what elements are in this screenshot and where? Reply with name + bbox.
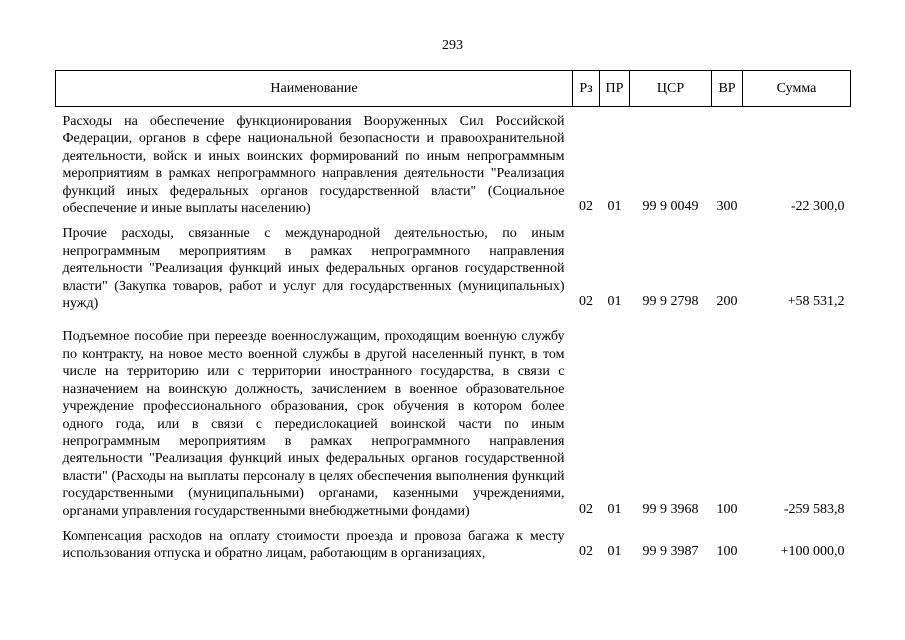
row-vr: 300 xyxy=(716,199,738,215)
row-name: Расходы на обеспечение функционирования Вооруженных Сил Российской Федерации, органов в сфере национальной безопасности и правоохранительной деятельности, войск и иных воинских формирований по иным непрограммным мероприятиям в рамках непрограммного направления деятельности "Реализация функций иных федеральных органов государственной власти" (Социальное обеспечение и иные выплаты населению) xyxy=(62,114,565,217)
table-row xyxy=(56,312,851,519)
row-vr: 100 xyxy=(716,501,738,517)
table-row xyxy=(56,217,851,312)
table-row xyxy=(56,520,851,563)
row-name: Подъемное пособие при переезде военнослужащим, проходящим военную службу по контракту, на новое место военной службы в другой населенный пункт, в том числе на территорию или с территории иностранного государства, в связи с назначением на воинскую должность, зачислением в военное образовательное учреждение профессионального образования, срок обучения в котором более одного года, или в связи с передислокацией воинской части по иным непрограммным мероприятиям в рамках непрограммного направления деятельности "Реализация функций иных федеральных органов государственной власти" (Расходы на выплаты персоналу в целях обеспечения выполнения функций государственными (муниципальными) органами, казенными учреждениями, органами управления государственными внебюджетными фондами) xyxy=(62,329,565,519)
budget-table xyxy=(55,70,851,563)
table-header-row xyxy=(56,71,851,107)
row-vr: 100 xyxy=(716,544,738,560)
row-vr: 200 xyxy=(716,294,738,310)
header-name: Наименование xyxy=(56,71,573,107)
row-pr: 01 xyxy=(607,544,622,560)
table-row xyxy=(56,107,851,218)
header-csr: ЦСР xyxy=(630,71,712,107)
row-rz: 02 xyxy=(579,501,593,517)
header-sum: Сумма xyxy=(743,71,851,107)
row-csr: 99 9 3987 xyxy=(642,544,699,560)
row-pr: 01 xyxy=(607,501,622,517)
row-name: Прочие расходы, связанные с международной деятельностью, по иным непрограммным мероприятиям в рамках непрограммного направления деятельности "Реализация функций иных федеральных органов государственной власти" (Закупка товаров, работ и услуг для государственных (муниципальных) нужд) xyxy=(62,226,565,312)
row-name: Компенсация расходов на оплату стоимости проезда и провоза багажа к месту использования отпуска и обратно лицам, работающим в организациях, xyxy=(62,528,565,562)
row-rz: 02 xyxy=(579,199,593,215)
header-pr: ПР xyxy=(600,71,630,107)
row-rz: 02 xyxy=(579,294,593,310)
row-pr: 01 xyxy=(607,294,622,310)
row-csr: 99 9 0049 xyxy=(642,199,699,215)
header-vr: ВР xyxy=(712,71,743,107)
row-csr: 99 9 2798 xyxy=(642,294,699,310)
row-sum: -259 583,8 xyxy=(783,501,845,517)
row-sum: +58 531,2 xyxy=(787,294,845,310)
row-sum: +100 000,0 xyxy=(780,544,845,560)
row-sum: -22 300,0 xyxy=(790,199,845,215)
row-rz: 02 xyxy=(579,544,593,560)
row-pr: 01 xyxy=(607,199,622,215)
page-number: 293 xyxy=(442,38,463,53)
row-csr: 99 9 3968 xyxy=(642,501,699,517)
header-rz: Рз xyxy=(573,71,600,107)
